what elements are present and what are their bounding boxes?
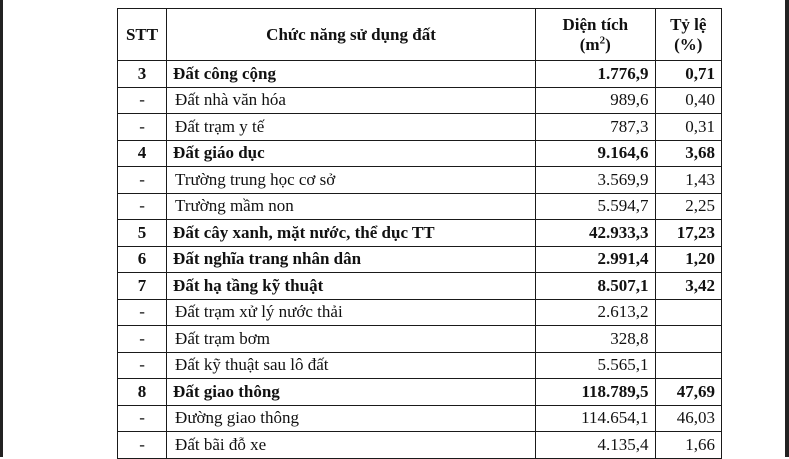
header-area-label: Diện tích [562,14,629,34]
cell-stt: - [118,352,167,379]
cell-stt: 5 [118,220,167,247]
cell-land-function: Đất giao thông [167,379,536,406]
table-row-item [118,87,722,114]
cell-area: 3.569,9 [535,167,655,194]
table-row-item [118,167,722,194]
cell-land-function: Đất nghĩa trang nhân dân [167,246,536,273]
cell-land-function: Trường mầm non [167,193,536,220]
cell-land-function: Đất kỹ thuật sau lô đất [167,352,536,379]
header-area-unit-close: ) [605,34,611,54]
header-area-unit-sup: 2 [599,33,606,46]
cell-land-function: Đất nhà văn hóa [167,87,536,114]
cell-stt: - [118,87,167,114]
table-row-item [118,432,722,459]
cell-stt: - [118,326,167,353]
cell-area: 787,3 [535,114,655,141]
cell-stt: - [118,114,167,141]
table-body [118,61,722,459]
table-row-item [118,114,722,141]
cell-stt: - [118,167,167,194]
cell-stt: - [118,299,167,326]
cell-land-function: Đất trạm bơm [167,326,536,353]
cell-area: 8.507,1 [535,273,655,300]
cell-stt: 6 [118,246,167,273]
cell-land-function: Đất giáo dục [167,140,536,167]
cell-ratio: 0,31 [655,114,721,141]
cell-land-function: Đường giao thông [167,405,536,432]
cell-area: 118.789,5 [535,379,655,406]
table-row-group [118,61,722,88]
header-ratio [655,9,721,61]
cell-ratio: 3,68 [655,140,721,167]
cell-area: 328,8 [535,326,655,353]
cell-ratio: 47,69 [655,379,721,406]
table-row-group [118,246,722,273]
land-use-table [117,8,722,459]
header-ratio-unit: (%) [674,34,703,54]
header-stt: STT [118,9,167,61]
cell-stt: 3 [118,61,167,88]
cell-ratio [655,352,721,379]
cell-area: 9.164,6 [535,140,655,167]
cell-area: 2.613,2 [535,299,655,326]
scan-border-left [0,0,3,457]
cell-area: 1.776,9 [535,61,655,88]
cell-area: 114.654,1 [535,405,655,432]
cell-ratio: 1,66 [655,432,721,459]
cell-stt: 4 [118,140,167,167]
table-row-item [118,405,722,432]
table-row-group [118,273,722,300]
cell-stt: - [118,193,167,220]
cell-land-function: Đất hạ tầng kỹ thuật [167,273,536,300]
cell-ratio: 46,03 [655,405,721,432]
cell-stt: 8 [118,379,167,406]
cell-area: 989,6 [535,87,655,114]
cell-land-function: Đất cây xanh, mặt nước, thể dục TT [167,220,536,247]
cell-area: 42.933,3 [535,220,655,247]
table-row-group [118,220,722,247]
table-row-group [118,379,722,406]
table-row-item [118,299,722,326]
table-row-item [118,326,722,353]
cell-area: 2.991,4 [535,246,655,273]
table-row-group [118,140,722,167]
header-ratio-label: Tỷ lệ [670,14,707,34]
cell-stt: - [118,432,167,459]
cell-land-function: Đất bãi đỗ xe [167,432,536,459]
cell-ratio [655,326,721,353]
cell-area: 5.565,1 [535,352,655,379]
cell-ratio: 1,20 [655,246,721,273]
cell-stt: 7 [118,273,167,300]
cell-ratio: 0,71 [655,61,721,88]
cell-ratio: 1,43 [655,167,721,194]
header-function: Chức năng sử dụng đất [167,9,536,61]
table-row-item [118,193,722,220]
cell-land-function: Đất công cộng [167,61,536,88]
table-row-item [118,352,722,379]
cell-ratio: 2,25 [655,193,721,220]
header-area [535,9,655,61]
header-area-unit-open: (m [579,34,600,54]
cell-area: 5.594,7 [535,193,655,220]
cell-area: 4.135,4 [535,432,655,459]
cell-ratio: 0,40 [655,87,721,114]
cell-ratio: 17,23 [655,220,721,247]
table-header-row [118,9,722,61]
cell-ratio: 3,42 [655,273,721,300]
cell-land-function: Đất trạm xử lý nước thải [167,299,536,326]
cell-land-function: Trường trung học cơ sở [167,167,536,194]
cell-land-function: Đất trạm y tế [167,114,536,141]
scan-border-right [785,0,789,457]
cell-ratio [655,299,721,326]
cell-stt: - [118,405,167,432]
